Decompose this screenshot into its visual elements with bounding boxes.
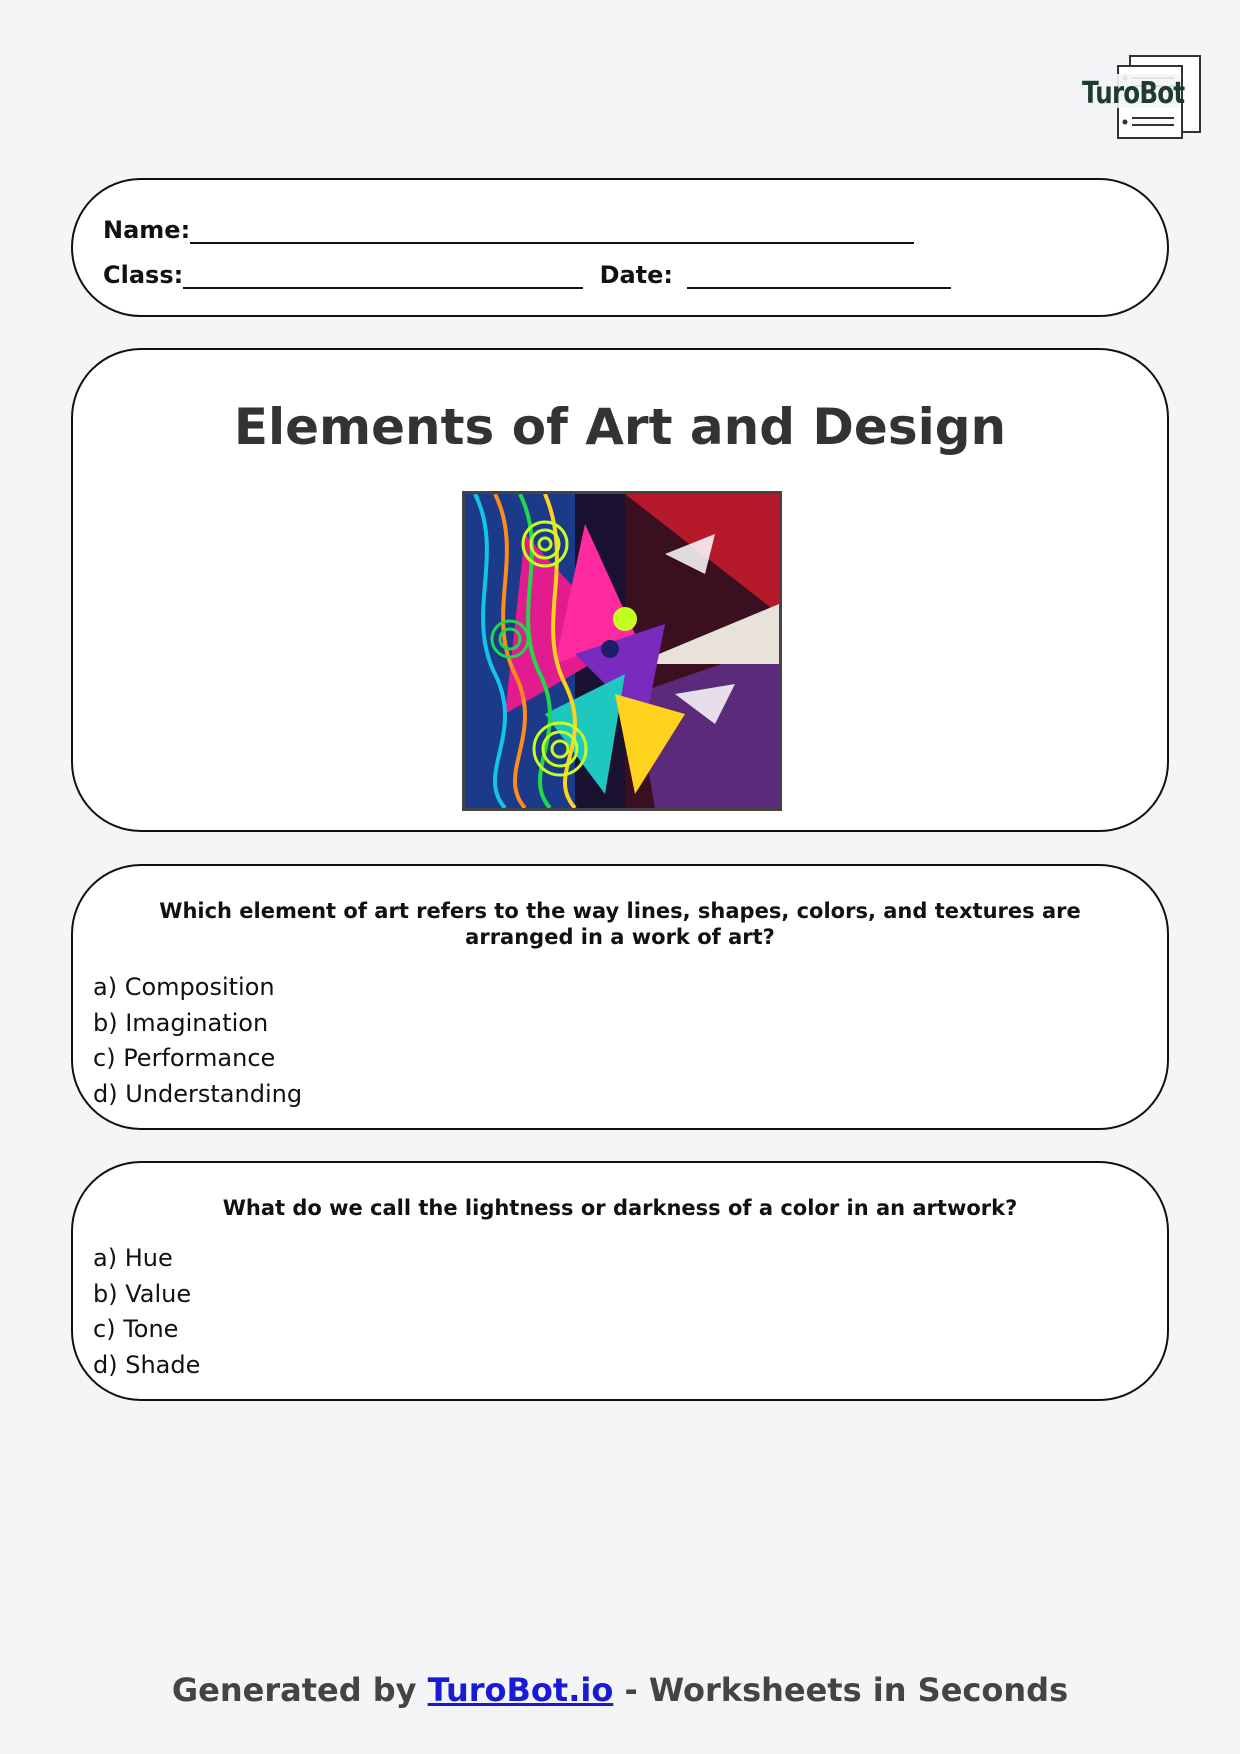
- answer-options: [93, 970, 302, 1112]
- question-text: What do we call the lightness or darkness of a color in an artwork?: [222, 1196, 1018, 1220]
- answer-option[interactable]: c) Performance: [93, 1044, 276, 1072]
- class-line[interactable]: [183, 261, 583, 289]
- name-row: [103, 216, 914, 244]
- name-label: Name:: [103, 216, 191, 244]
- question-text: Which element of art refers to the way lines, shapes, colors, and textures are arranged in a work of art?: [159, 899, 1081, 949]
- footer: [0, 1671, 1240, 1709]
- footer-prefix: Generated by: [171, 1671, 428, 1709]
- answer-option[interactable]: b) Imagination: [93, 1008, 269, 1037]
- turobot-logo: [1080, 52, 1204, 142]
- page-title: Elements of Art and Design: [233, 398, 1007, 456]
- answer-option[interactable]: d) Understanding: [93, 1079, 303, 1108]
- answer-options: [93, 1241, 200, 1383]
- logo-text: TuroBot: [1082, 76, 1185, 111]
- turobot-link[interactable]: TuroBot.io: [427, 1671, 614, 1709]
- class-label: Class:: [103, 261, 184, 289]
- answer-option[interactable]: b) Value: [93, 1279, 192, 1308]
- abstract-artwork-image: [462, 491, 782, 811]
- date-label: Date:: [599, 261, 674, 289]
- student-info-card: [71, 178, 1169, 317]
- question-card-2: [71, 1161, 1169, 1401]
- class-date-row: [103, 261, 951, 289]
- name-line[interactable]: [190, 216, 914, 244]
- footer-suffix: - Worksheets in Seconds: [613, 1671, 1069, 1709]
- date-line[interactable]: [687, 261, 951, 289]
- question-card-1: [71, 864, 1169, 1130]
- answer-option[interactable]: c) Tone: [93, 1315, 179, 1343]
- answer-option[interactable]: d) Shade: [93, 1350, 201, 1379]
- answer-option[interactable]: a) Composition: [93, 973, 275, 1001]
- answer-option[interactable]: a) Hue: [93, 1244, 173, 1272]
- title-card: [71, 348, 1169, 832]
